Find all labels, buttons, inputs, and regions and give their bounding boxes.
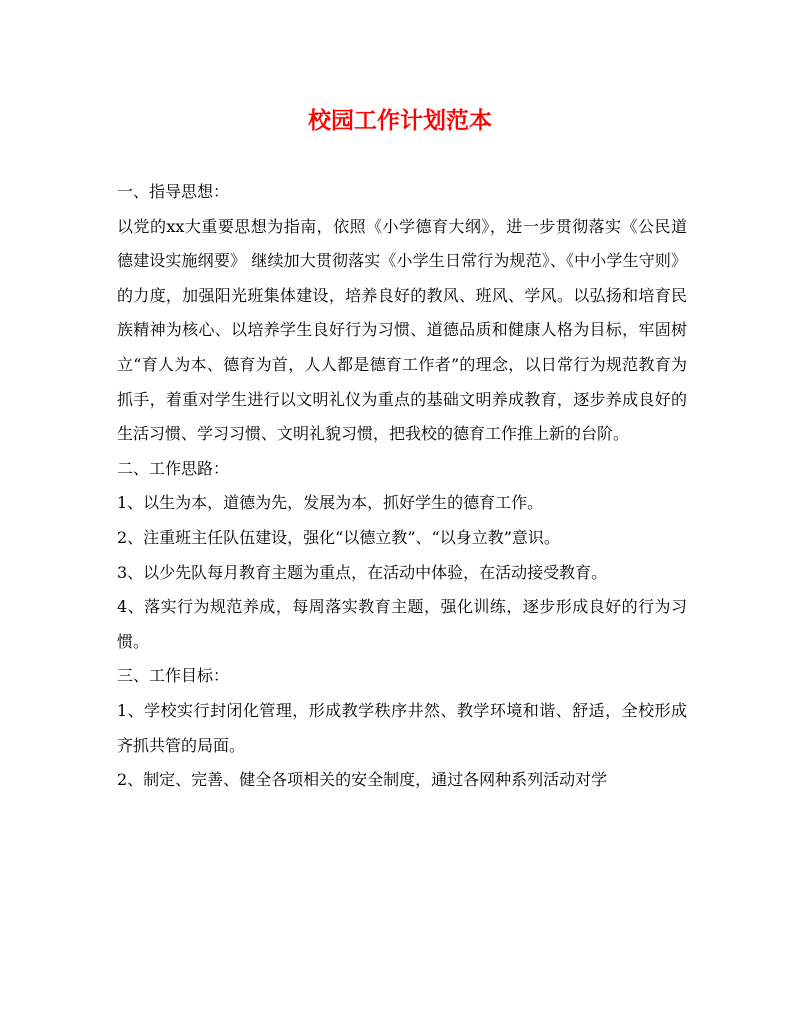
section-heading-work-approach: 二、工作思路：: [117, 458, 230, 478]
list-item-approach-2: 2、注重班主任队伍建设，强化“以德立教”、“以身立教”意识。: [117, 527, 560, 547]
document-body: [117, 175, 687, 798]
document-title: 校园工作计划范本: [308, 107, 492, 134]
list-item-approach-4: 4、落实行为规范养成，每周落实教育主题，强化训练，逐步形成良好的行为习惯。: [117, 597, 687, 651]
section-heading-guiding-ideology: 一、指导思想：: [117, 182, 230, 201]
list-item-goal-2: 2、制定、完善、健全各项相关的安全制度，通过各网种系列活动对学: [117, 770, 608, 790]
list-item-approach-1: 1、以生为本，道德为先，发展为本，抓好学生的德育工作。: [117, 493, 544, 513]
paragraph-guiding-ideology: 以党的xx大重要思想为指南，依照《小学德育大纲》，进一步贯彻落实《公民道德建设实施纲要》 继续加大贯彻落实《小学生日常行为规范》、《中小学生守则》的力度，加强阳光班集体建设，培养良好的教风、班风、学风。以弘扬和培育民族精神为核心、以培养学生良好行为习惯、道德品质和健康人格为目标，牢固树立“育人为本、德育为首，人人都是德育工作者”的理念，以日常行为规范教育为抓手，着重对学生进行以文明礼仪为重点的基础文明养成教育，逐步养成良好的生活习惯、学习习惯、文明礼貌习惯，把我校的德育工作推上新的台阶。: [117, 216, 687, 444]
list-item-approach-3: 3、以少先队每月教育主题为重点，在活动中体验，在活动接受教育。: [117, 562, 608, 582]
list-item-goal-1: 1、学校实行封闭化管理，形成教学秩序井然、教学环境和谐、舒适，全校形成齐抓共管的局面。: [117, 700, 687, 755]
section-heading-work-goals: 三、工作目标：: [117, 666, 230, 686]
